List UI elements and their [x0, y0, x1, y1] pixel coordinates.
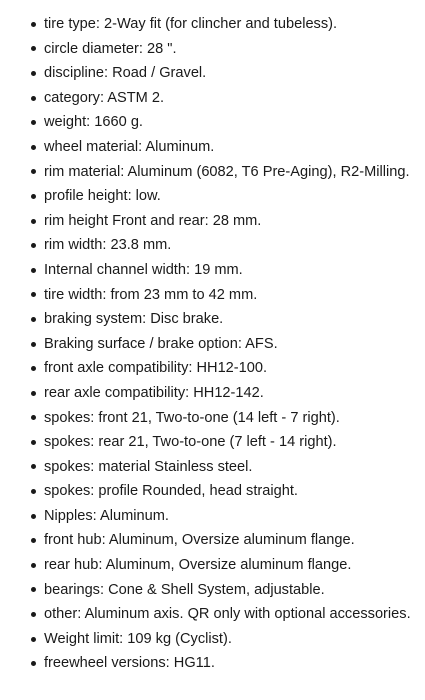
bullet-icon — [31, 292, 36, 297]
spec-text: freewheel versions: HG11. — [44, 655, 215, 672]
spec-text: Nipples: Aluminum. — [44, 507, 169, 524]
bullet-icon — [31, 637, 36, 642]
spec-item-nipples — [0, 504, 425, 529]
spec-item-spokes-rear — [0, 430, 425, 455]
bullet-icon — [31, 489, 36, 494]
bullet-icon — [31, 243, 36, 248]
bullet-icon — [31, 71, 36, 76]
bullet-icon — [31, 268, 36, 273]
spec-item-spokes-front — [0, 406, 425, 431]
spec-item-spokes-material — [0, 455, 425, 480]
spec-text: circle diameter: 28 ". — [44, 40, 177, 57]
spec-text: rim material: Aluminum (6082, T6 Pre-Aging), R2-Milling. — [44, 163, 410, 180]
bullet-icon — [31, 145, 36, 150]
spec-text: other: Aluminum axis. QR only with optional accessories. — [44, 606, 411, 623]
spec-item-spokes-profile — [0, 479, 425, 504]
spec-item-braking-surface — [0, 332, 425, 357]
spec-text: profile height: low. — [44, 188, 161, 205]
spec-text: rim width: 23.8 mm. — [44, 237, 172, 254]
spec-item-braking-system — [0, 307, 425, 332]
spec-text: Internal channel width: 19 mm. — [44, 261, 243, 278]
spec-text: rim height Front and rear: 28 mm. — [44, 212, 262, 229]
spec-item-tire-type — [0, 12, 425, 37]
bullet-icon — [31, 391, 36, 396]
spec-item-other — [0, 602, 425, 627]
bullet-icon — [31, 514, 36, 519]
bullet-icon — [31, 440, 36, 445]
spec-item-weight — [0, 110, 425, 135]
spec-item-rim-material — [0, 160, 425, 185]
spec-item-rear-hub — [0, 553, 425, 578]
spec-text: front axle compatibility: HH12-100. — [44, 360, 268, 377]
spec-item-tire-width — [0, 283, 425, 308]
bullet-icon — [31, 538, 36, 543]
bullet-icon — [31, 22, 36, 27]
bullet-icon — [31, 612, 36, 617]
spec-text: bearings: Cone & Shell System, adjustable. — [44, 581, 325, 598]
spec-item-rim-width — [0, 233, 425, 258]
spec-item-internal-channel-width — [0, 258, 425, 283]
spec-text: category: ASTM 2. — [44, 89, 165, 106]
spec-text: Braking surface / brake option: AFS. — [44, 335, 278, 352]
spec-text: Weight limit: 109 kg (Cyclist). — [44, 630, 232, 647]
spec-text: spokes: material Stainless steel. — [44, 458, 253, 475]
spec-text: spokes: profile Rounded, head straight. — [44, 483, 298, 500]
spec-item-circle-diameter — [0, 37, 425, 62]
bullet-icon — [31, 661, 36, 666]
spec-text: weight: 1660 g. — [44, 114, 143, 131]
spec-item-rim-height — [0, 209, 425, 234]
spec-item-front-hub — [0, 528, 425, 553]
spec-item-weight-limit — [0, 627, 425, 652]
bullet-icon — [31, 464, 36, 469]
spec-text: tire width: from 23 mm to 42 mm. — [44, 286, 258, 303]
spec-item-wheel-material — [0, 135, 425, 160]
spec-item-profile-height — [0, 184, 425, 209]
bullet-icon — [31, 46, 36, 51]
spec-text: wheel material: Aluminum. — [44, 138, 215, 155]
spec-text: rear hub: Aluminum, Oversize aluminum flange. — [44, 557, 352, 574]
spec-item-discipline — [0, 61, 425, 86]
spec-item-bearings — [0, 578, 425, 603]
bullet-icon — [31, 415, 36, 420]
spec-text: tire type: 2-Way fit (for clincher and tubeless). — [44, 16, 338, 32]
spec-text: spokes: rear 21, Two-to-one (7 left - 14 right). — [44, 434, 337, 451]
bullet-icon — [31, 317, 36, 322]
spec-item-category — [0, 86, 425, 111]
spec-item-front-axle — [0, 356, 425, 381]
bullet-icon — [31, 563, 36, 568]
spec-item-freewheel-versions — [0, 651, 425, 676]
spec-item-rear-axle — [0, 381, 425, 406]
bullet-icon — [31, 587, 36, 592]
bullet-icon — [31, 366, 36, 371]
spec-text: braking system: Disc brake. — [44, 311, 224, 328]
spec-text: rear axle compatibility: HH12-142. — [44, 384, 264, 401]
bullet-icon — [31, 96, 36, 101]
spec-text: spokes: front 21, Two-to-one (14 left - 7 right). — [44, 409, 340, 426]
bullet-icon — [31, 169, 36, 174]
bullet-icon — [31, 120, 36, 125]
bullet-icon — [31, 219, 36, 224]
spec-text: front hub: Aluminum, Oversize aluminum flange. — [44, 532, 355, 549]
bullet-icon — [31, 342, 36, 347]
bullet-icon — [31, 194, 36, 199]
spec-text: discipline: Road / Gravel. — [44, 65, 207, 82]
